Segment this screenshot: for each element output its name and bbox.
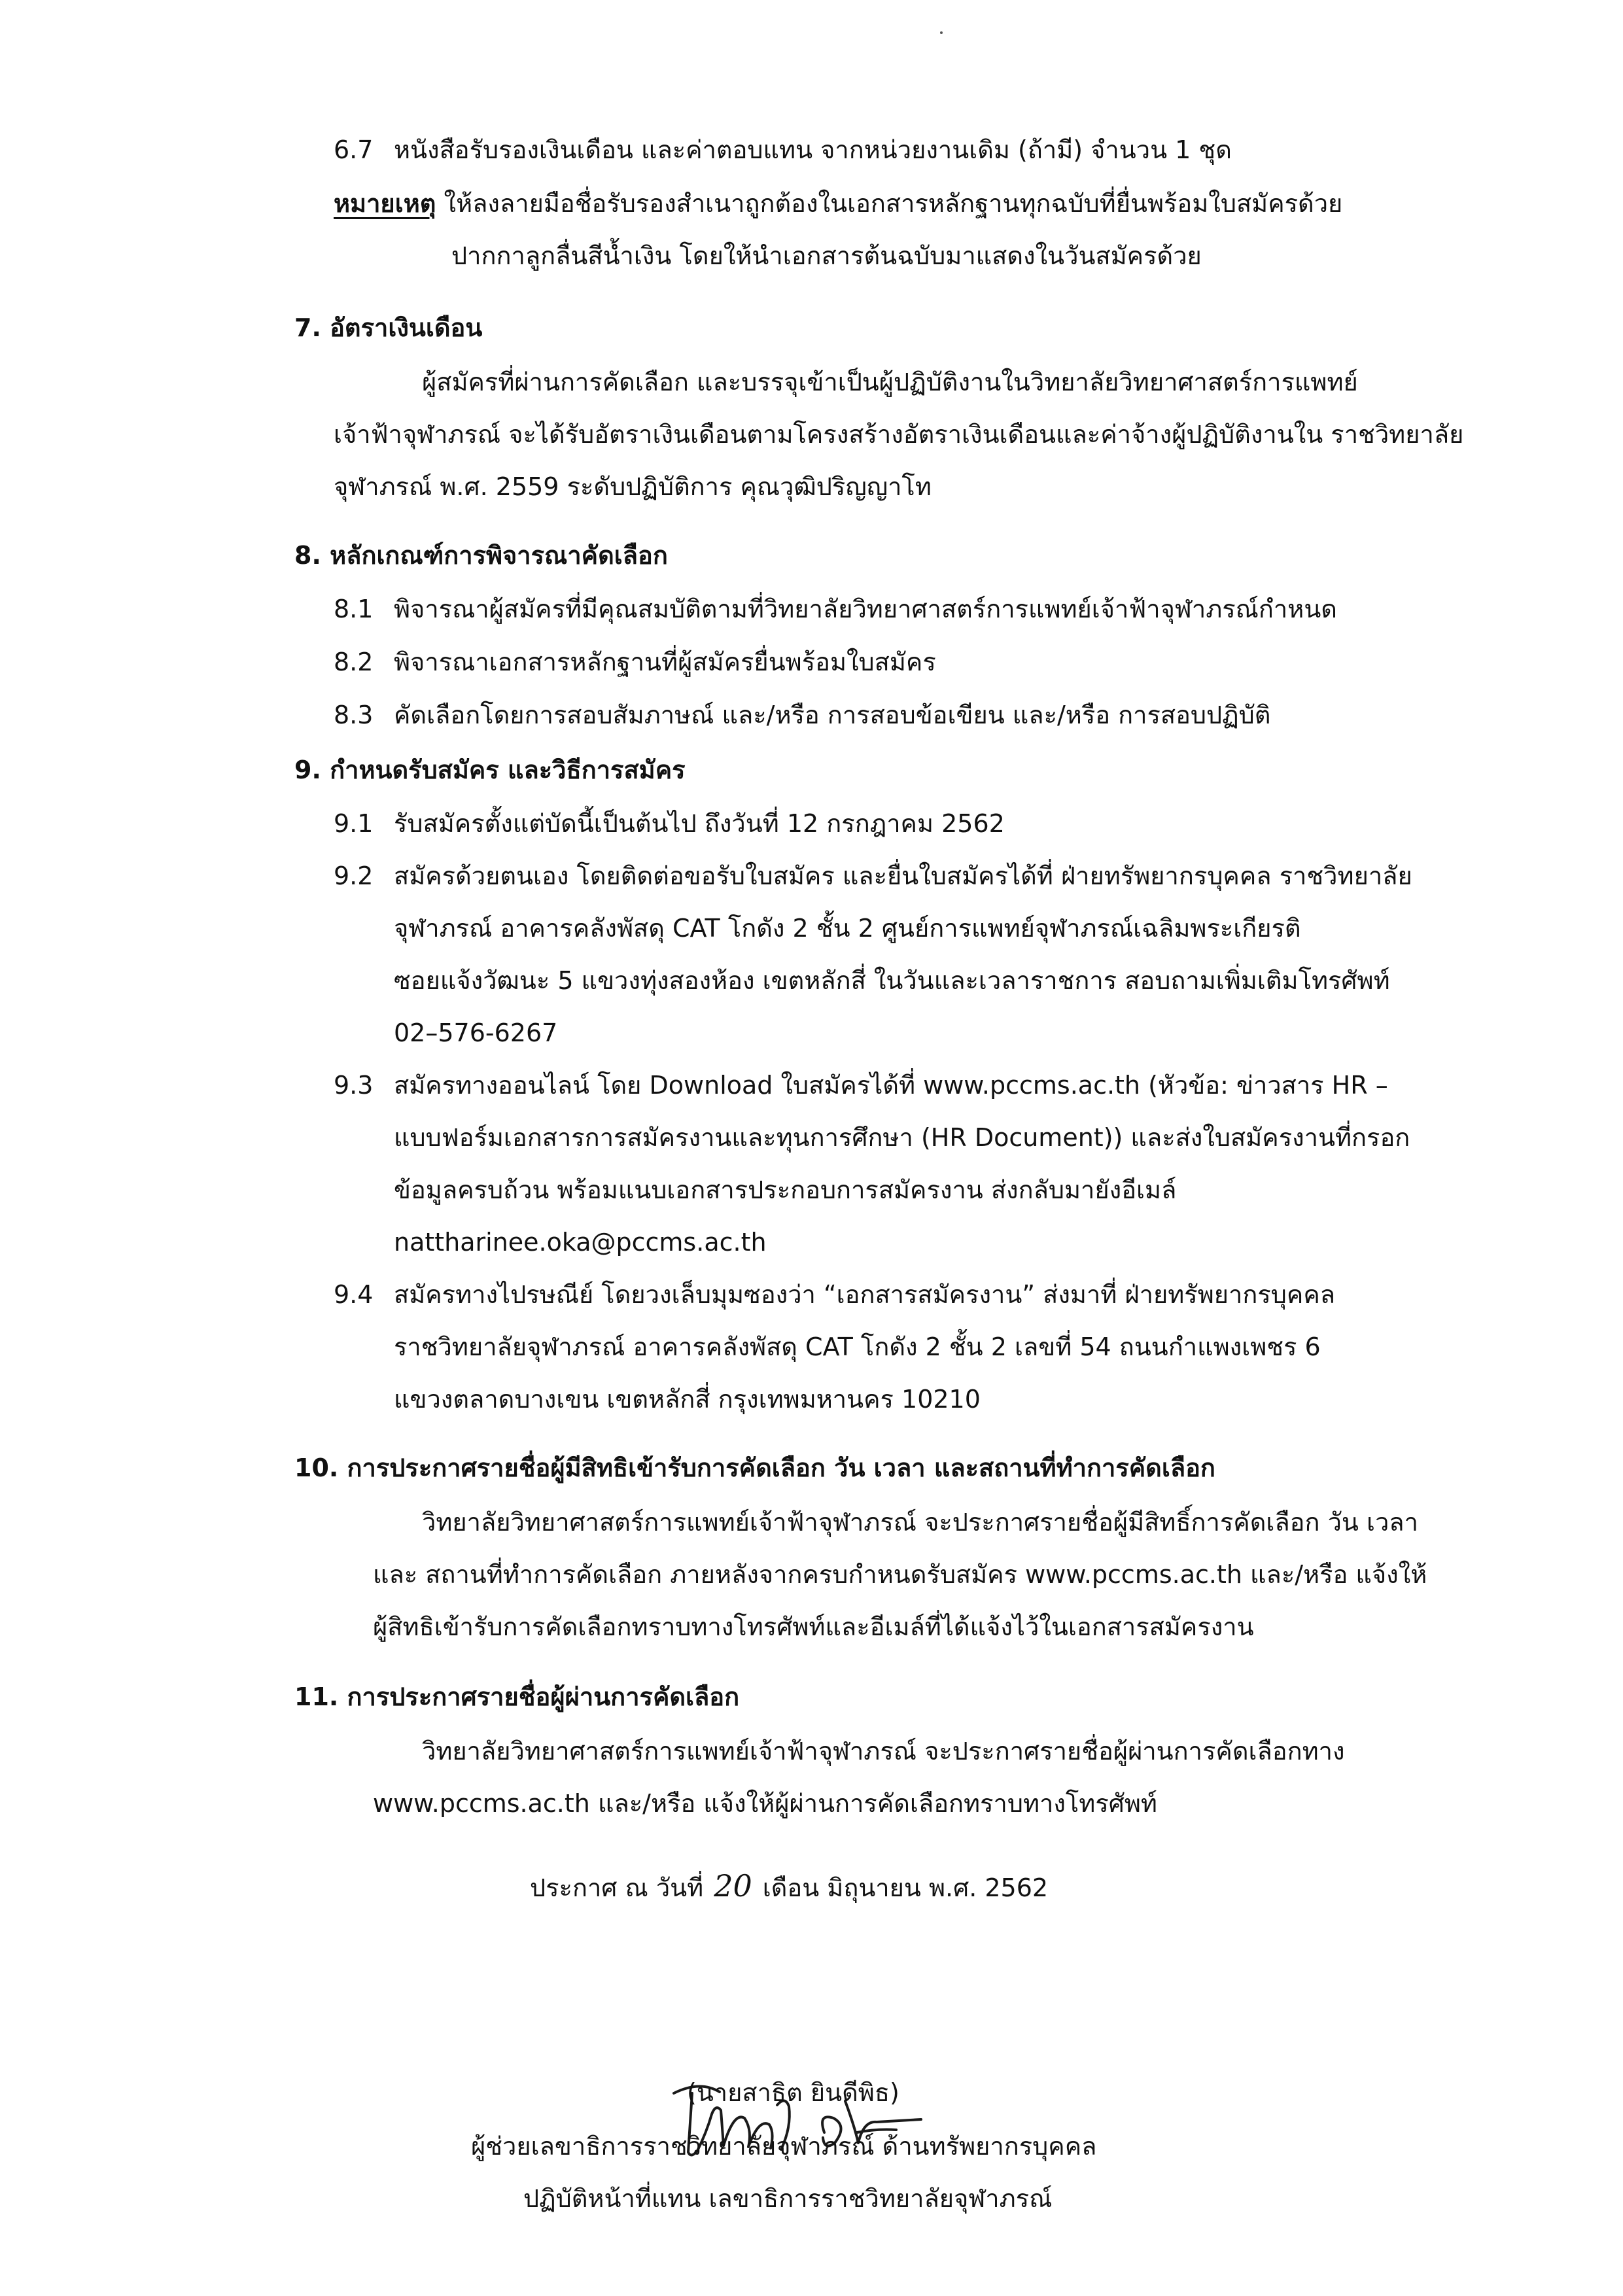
section-10-line-1: วิทยาลัยวิทยาศาสตร์การแพทย์เจ้าฟ้าจุฬาภรณ์ จะประกาศรายชื่อผู้มีสิทธิ์การคัดเลือก วัน เวลา xyxy=(422,1508,1418,1537)
section-11-heading: 11. การประกาศรายชื่อผู้ผ่านการคัดเลือก xyxy=(294,1682,740,1711)
item-9-3-line-1: 9.3 สมัครทางออนไลน์ โดย Download ใบสมัครได้ที่ www.pccms.ac.th (หัวข้อ: ข่าวสาร HR – xyxy=(334,1071,1388,1100)
item-9-2-phone: 02–576-6267 xyxy=(394,1018,558,1047)
item-9-3-line-3: ข้อมูลครบถ้วน พร้อมแนบเอกสารประกอบการสมัครงาน ส่งกลับมายังอีเมล์ xyxy=(394,1175,1177,1204)
item-9-3-email: nattharinee.oka@pccms.ac.th xyxy=(394,1228,767,1257)
scan-speck xyxy=(940,31,943,34)
signer-name: (นายสาธิต ยินดีพิธ) xyxy=(687,2078,899,2107)
note-line-2: ปากกาลูกลื่นสีน้ำเงิน โดยให้นำเอกสารต้นฉบับมาแสดงในวันสมัครด้วย xyxy=(451,241,1202,270)
signer-position-1: ผู้ช่วยเลขาธิการราชวิทยาลัยจุฬาภรณ์ ด้านทรัพยากรบุคคล xyxy=(471,2132,1097,2161)
section-10-heading: 10. การประกาศรายชื่อผู้มีสิทธิเข้ารับการคัดเลือก วัน เวลา และสถานที่ทำการคัดเลือก xyxy=(294,1453,1215,1482)
section-11-line-2: www.pccms.ac.th และ/หรือ แจ้งให้ผู้ผ่านการคัดเลือกทราบทางโทรศัพท์ xyxy=(373,1789,1157,1818)
item-8-1: 8.1 พิจารณาผู้สมัครที่มีคุณสมบัติตามที่วิทยาลัยวิทยาศาสตร์การแพทย์เจ้าฟ้าจุฬาภรณ์กำหนด xyxy=(334,595,1337,623)
item-9-2-line-1: 9.2 สมัครด้วยตนเอง โดยติดต่อขอรับใบสมัคร และยื่นใบสมัครได้ที่ ฝ่ายทรัพยากรบุคคล ราชวิทยาลัย xyxy=(334,861,1412,890)
section-11-line-1: วิทยาลัยวิทยาศาสตร์การแพทย์เจ้าฟ้าจุฬาภรณ์ จะประกาศรายชื่อผู้ผ่านการคัดเลือกทาง xyxy=(422,1737,1345,1765)
item-9-4-line-3: แขวงตลาดบางเขน เขตหลักสี่ กรุงเทพมหานคร 10210 xyxy=(394,1385,981,1414)
item-8-2: 8.2 พิจารณาเอกสารหลักฐานที่ผู้สมัครยื่นพร้อมใบสมัคร xyxy=(334,648,936,676)
section-10-line-3: ผู้สิทธิเข้ารับการคัดเลือกทราบทางโทรศัพท์และอีเมล์ที่ได้แจ้งไว้ในเอกสารสมัครงาน xyxy=(373,1612,1254,1641)
item-8-3: 8.3 คัดเลือกโดยการสอบสัมภาษณ์ และ/หรือ การสอบข้อเขียน และ/หรือ การสอบปฏิบัติ xyxy=(334,701,1271,729)
item-9-3-line-2: แบบฟอร์มเอกสารการสมัครงานและทุนการศึกษา (HR Document)) และส่งใบสมัครงานที่กรอก xyxy=(394,1123,1410,1152)
item-9-4-line-2: ราชวิทยาลัยจุฬาภรณ์ อาคารคลังพัสดุ CAT โกดัง 2 ชั้น 2 เลขที่ 54 ถนนกำแพงเพชร 6 xyxy=(394,1332,1321,1361)
announcement-date: ประกาศ ณ วันที่ 20 เดือน มิถุนายน พ.ศ. 2562 xyxy=(530,1868,1049,1904)
section-7-line-3: จุฬาภรณ์ พ.ศ. 2559 ระดับปฏิบัติการ คุณวุฒิปริญญาโท xyxy=(334,472,932,501)
section-7-line-1: ผู้สมัครที่ผ่านการคัดเลือก และบรรจุเข้าเป็นผู้ปฏิบัติงานในวิทยาลัยวิทยาศาสตร์การแพทย์ xyxy=(422,368,1358,396)
item-6-7: 6.7 หนังสือรับรองเงินเดือน และค่าตอบแทน จากหน่วยงานเดิม (ถ้ามี) จำนวน 1 ชุด xyxy=(334,135,1232,164)
handwritten-day: 20 xyxy=(714,1868,752,1904)
note-label: หมายเหตุ xyxy=(334,189,436,218)
item-9-4-line-1: 9.4 สมัครทางไปรษณีย์ โดยวงเล็บมุมซองว่า “เอกสารสมัครงาน” ส่งมาที่ ฝ่ายทรัพยากรบุคคล xyxy=(334,1280,1336,1309)
section-8-heading: 8. หลักเกณฑ์การพิจารณาคัดเลือก xyxy=(294,541,668,570)
section-9-heading: 9. กำหนดรับสมัคร และวิธีการสมัคร xyxy=(294,756,686,784)
section-10-line-2: และ สถานที่ทำการคัดเลือก ภายหลังจากครบกำหนดรับสมัคร www.pccms.ac.th และ/หรือ แจ้งให้ xyxy=(373,1560,1427,1589)
signer-position-2: ปฏิบัติหน้าที่แทน เลขาธิการราชวิทยาลัยจุฬาภรณ์ xyxy=(523,2184,1053,2213)
item-9-2-line-3: ซอยแจ้งวัฒนะ 5 แขวงทุ่งสองห้อง เขตหลักสี่ ในวันและเวลาราชการ สอบถามเพิ่มเติมโทรศัพท์ xyxy=(394,966,1390,995)
item-9-2-line-2: จุฬาภรณ์ อาคารคลังพัสดุ CAT โกดัง 2 ชั้น 2 ศูนย์การแพทย์จุฬาภรณ์เฉลิมพระเกียรติ xyxy=(394,914,1301,943)
section-7-line-2: เจ้าฟ้าจุฬาภรณ์ จะได้รับอัตราเงินเดือนตามโครงสร้างอัตราเงินเดือนและค่าจ้างผู้ปฏิบัติงานใน ราชวิทยาลัย xyxy=(334,420,1464,449)
note-line-1: หมายเหตุ ให้ลงลายมือชื่อรับรองสำเนาถูกต้องในเอกสารหลักฐานทุกฉบับที่ยื่นพร้อมใบสมัครด้วย xyxy=(334,189,1343,218)
section-7-heading: 7. อัตราเงินเดือน xyxy=(294,313,483,342)
item-9-1: 9.1 รับสมัครตั้งแต่บัดนี้เป็นต้นไป ถึงวันที่ 12 กรกฎาคม 2562 xyxy=(334,809,1005,838)
